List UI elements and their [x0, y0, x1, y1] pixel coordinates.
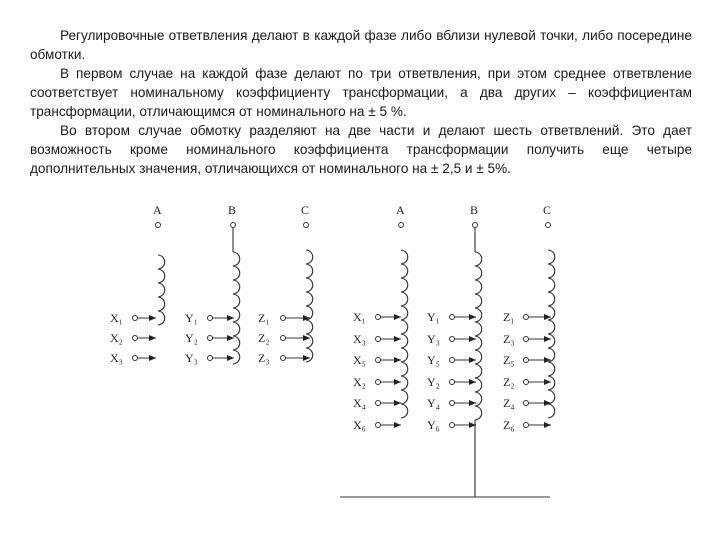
tap-label-z: Z₅: [503, 353, 515, 367]
tap-terminal: [524, 358, 529, 363]
tap-terminal: [133, 316, 138, 321]
tap-terminal: [376, 315, 381, 320]
tap-terminal: [376, 380, 381, 385]
phase-terminal: [231, 223, 236, 228]
tap-label-z: Z₂: [258, 331, 270, 345]
winding-b: [475, 252, 482, 420]
tap-terminal: [524, 337, 529, 342]
tap-label-z: Z₁: [503, 310, 515, 324]
tap-terminal: [524, 401, 529, 406]
tap-terminal: [281, 336, 286, 341]
winding-a: [158, 255, 165, 325]
tap-label-y: Y₃: [185, 351, 198, 365]
paragraph-2: В первом случае на каждой фазе делают по три ответвления, при этом среднее ответвление соответствует номинальному коэффициенту трансформации, а два других – коэффициентам трансформации, отличающимся от номинального на ± 5 %.: [30, 66, 692, 119]
tap-label-y: Y₂: [427, 375, 440, 389]
tap-terminal: [133, 336, 138, 341]
tap-terminal: [450, 315, 455, 320]
tap-terminal: [133, 356, 138, 361]
tap-label-y: Y₁: [185, 311, 198, 325]
tap-terminal: [450, 380, 455, 385]
phase-label-c: C: [301, 203, 310, 217]
tap-label-z: Z₃: [258, 351, 270, 365]
tap-label-z: Z₆: [503, 418, 515, 432]
tap-label-y: Y₆: [427, 418, 440, 432]
tap-label-z: Z₁: [258, 311, 270, 325]
tap-label-x: X₂: [353, 375, 366, 389]
tap-label-x: X₆: [353, 418, 366, 432]
paragraph-3: Во втором случае обмотку разделяют на две части и делают шесть ответвлений. Это дает возможность кроме номинального коэффициента трансформации получить еще четыре дополнительных значения, отличающихся от номинального на ± 2,5 и ± 5%.: [30, 123, 692, 176]
phase-label-a: A: [153, 203, 162, 217]
winding-c: [306, 250, 313, 362]
tap-terminal: [208, 336, 213, 341]
tap-label-y: Y₄: [427, 396, 440, 410]
phase-label-c: C: [543, 203, 552, 217]
tap-terminal: [376, 401, 381, 406]
tap-label-x: X₄: [353, 396, 366, 410]
tap-label-x: X₁: [110, 311, 123, 325]
phase-terminal: [546, 223, 551, 228]
phase-terminal: [156, 223, 161, 228]
tap-label-x: X₁: [353, 310, 366, 324]
tap-terminal: [208, 356, 213, 361]
tap-label-x: X₅: [353, 353, 366, 367]
winding-b: [233, 252, 240, 364]
tap-label-y: Y₃: [427, 332, 440, 346]
phase-terminal: [399, 223, 404, 228]
phase-terminal: [473, 223, 478, 228]
tap-terminal: [450, 423, 455, 428]
tap-terminal: [524, 380, 529, 385]
tap-label-x: X₃: [353, 332, 366, 346]
tap-label-x: X₃: [110, 351, 123, 365]
tap-label-z: Z₂: [503, 375, 515, 389]
tap-terminal: [281, 356, 286, 361]
tap-terminal: [450, 358, 455, 363]
phase-label-b: B: [470, 203, 479, 217]
tap-terminal: [376, 337, 381, 342]
phase-label-a: A: [396, 203, 405, 217]
tap-terminal: [450, 401, 455, 406]
tap-label-y: Y₂: [185, 331, 198, 345]
tap-terminal: [376, 358, 381, 363]
phase-terminal: [304, 223, 309, 228]
tap-terminal: [281, 316, 286, 321]
tap-terminal: [524, 315, 529, 320]
tap-label-z: Z₄: [503, 396, 515, 410]
tap-terminal: [208, 316, 213, 321]
tap-terminal: [524, 423, 529, 428]
winding-a: [401, 250, 408, 418]
tap-terminal: [376, 423, 381, 428]
paragraph-1: Регулировочные ответвления делают в каждой фазе либо вблизи нулевой точки, либо посередине обмотки.: [30, 28, 692, 62]
tap-label-z: Z₃: [503, 332, 515, 346]
winding-c: [548, 250, 555, 418]
tap-label-y: Y₁: [427, 310, 440, 324]
tap-terminal: [450, 337, 455, 342]
tap-label-x: X₂: [110, 331, 123, 345]
tap-label-y: Y₅: [427, 353, 440, 367]
phase-label-b: B: [228, 203, 237, 217]
